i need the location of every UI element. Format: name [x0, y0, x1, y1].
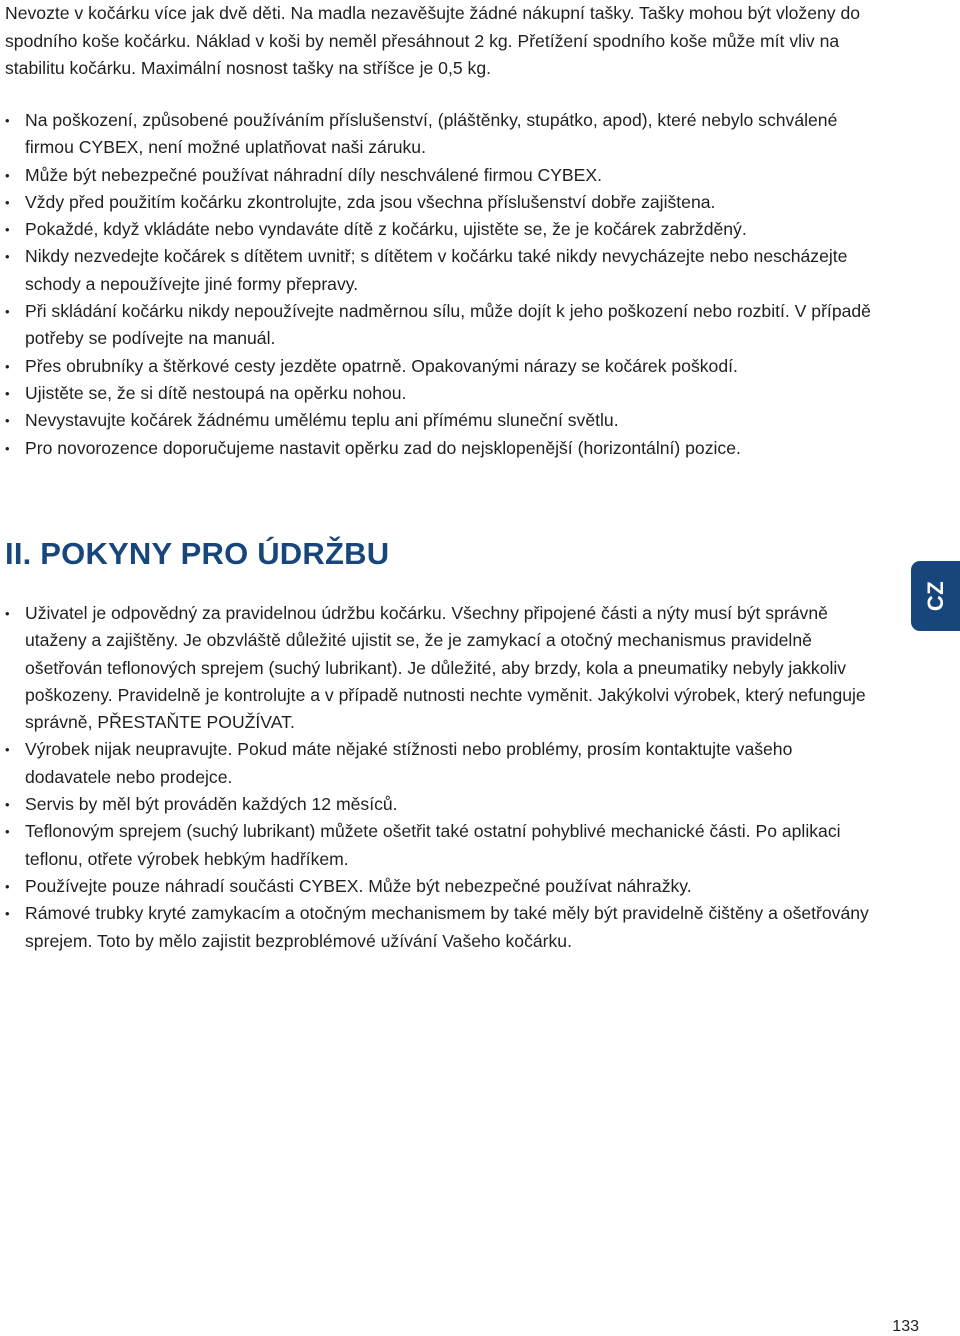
page-number: 133: [892, 1318, 919, 1335]
section-heading: II. POKYNY PRO ÚDRŽBU: [5, 536, 390, 571]
list-item: • Uživatel je odpovědný za pravidelnou údržbu kočárku. Všechny připojené části a nýty musí být správně utaženy a zajištěny. Je obzvláště důležité ujistit se, že je zamykací a otočný mechanismus pravidelně ošetřován teflonových sprejem (suchý lubrikant). Je důležité, aby brzdy, kola a pneumatiky nebyly jakkoliv poškozeny. Pravidelně je kontrolujte a v případě nutnosti nechte vyměnit. Jakýkolvi výrobek, který nefunguje správně, PŘESTAŇTE POUŽÍVAT.: [5, 600, 875, 736]
list-item: • Může být nebezpečné používat náhradní díly neschválené firmou CYBEX.: [5, 162, 875, 189]
list-item: • Nikdy nezvedejte kočárek s dítětem uvnitř; s dítětem v kočárku také nikdy nevycházejte nebo nescházejte schody a nepoužívejte jiné formy přepravy.: [5, 243, 875, 298]
list-item: • Vždy před použitím kočárku zkontrolujte, zda jsou všechna příslušenství dobře zajištena.: [5, 189, 875, 216]
list-item: • Pokaždé, když vkládáte nebo vyndaváte dítě z kočárku, ujistěte se, že je kočárek zabržděný.: [5, 216, 875, 243]
list-item: • Ujistěte se, že si dítě nestoupá na opěrku nohou.: [5, 380, 875, 407]
list-item: • Používejte pouze náhradí součásti CYBEX. Může být nebezpečné používat náhražky.: [5, 873, 875, 900]
intro-paragraph: [5, 0, 885, 83]
list-item: • Na poškození, způsobené používáním příslušenství, (pláštěnky, stupátko, apod), které nebylo schválené firmou CYBEX, není možné uplatňovat naši záruku.: [5, 107, 875, 162]
list-item: • Servis by měl být prováděn každých 12 měsíců.: [5, 791, 875, 818]
language-tab: [911, 561, 960, 631]
list-item: • Pro novorozence doporučujeme nastavit opěrku zad do nejsklopenější (horizontální) pozice.: [5, 435, 875, 462]
list-item: • Při skládání kočárku nikdy nepoužívejte nadměrnou sílu, může dojít k jeho poškození nebo rozbití. V případě potřeby se podívejte na manuál.: [5, 298, 875, 353]
intro-text: Nevozte v kočárku více jak dvě děti. Na madla nezavěšujte žádné nákupní tašky. Tašky mohou být vloženy do spodního koše kočárku. Náklad v koši by neměl přesáhnout 2 kg. Přetížení spodního koše může mít vliv na stabilitu kočárku. Maximální nosnost tašky na stříšce je 0,5 kg.: [5, 3, 861, 78]
list-item: • Rámové trubky kryté zamykacím a otočným mechanismem by také měly být pravidelně čištěny a ošetřovány sprejem. Toto by mělo zajistit bezproblémové užívání Vašeho kočárku.: [5, 900, 875, 955]
language-tab-label: CZ: [922, 580, 948, 612]
list-item: • Nevystavujte kočárek žádnému umělému teplu ani přímému sluneční světlu.: [5, 407, 875, 434]
list-item: • Teflonovým sprejem (suchý lubrikant) můžete ošetřit také ostatní pohyblivé mechanické části. Po aplikaci teflonu, otřete výrobek hebkým hadříkem.: [5, 818, 875, 873]
list-item: • Přes obrubníky a štěrkové cesty jezděte opatrně. Opakovanými nárazy se kočárek poškodí.: [5, 353, 875, 380]
maintenance-list: [5, 600, 875, 955]
list-item: • Výrobek nijak neupravujte. Pokud máte nějaké stížnosti nebo problémy, prosím kontaktujte vašeho dodavatele nebo prodejce.: [5, 736, 875, 791]
safety-warnings-list: [5, 107, 875, 462]
